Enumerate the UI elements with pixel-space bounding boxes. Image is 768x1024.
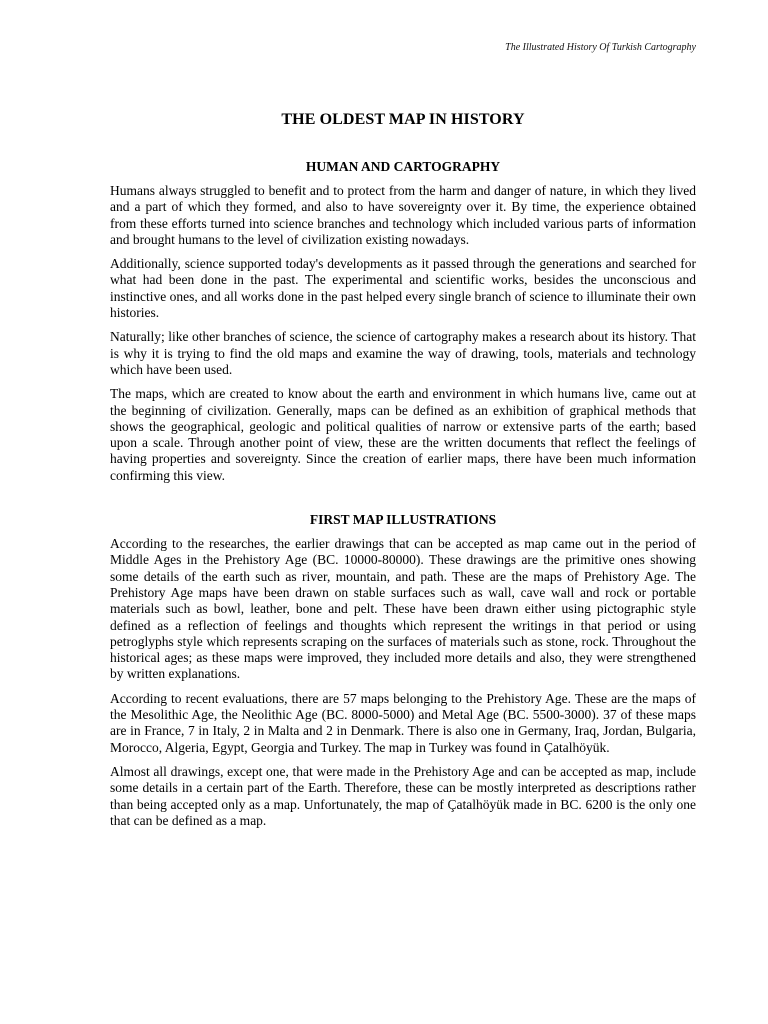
running-header: The Illustrated History Of Turkish Cartography — [505, 42, 696, 53]
page-title: THE OLDEST MAP IN HISTORY — [281, 111, 525, 128]
paragraph: Additionally, science supported today's developments as it passed through the generations and searched for what had been done in the past. The experimental and scientific works, besides the unconscious and instinctive ones, and all works done in the past helped every single branch of science to illuminate their own histories. — [110, 256, 696, 321]
paragraph: According to the researches, the earlier drawings that can be accepted as map came out in the period of Middle Ages in the Prehistory Age (BC. 10000-80000). These drawings are the primitive ones showing some details of the earth such as river, mountain, and path. These are the maps of Prehistory Age. The Prehistory Age maps have been drawn on stable surfaces such as wall, cave wall and rock or portable materials such as bowl, leather, bone and pelt. These have been drawn either using pictographic style defined as a reflection of feelings and thoughts which represent the writings in that period or using petroglyphs style which represents scraping on the surfaces of materials such as stone, rock. Throughout the historical ages; as these maps were improved, they included more details and also, they were strengthened by written explanations. — [110, 536, 696, 682]
section-heading: HUMAN AND CARTOGRAPHY — [305, 159, 501, 174]
section-human-and-cartography — [110, 159, 696, 484]
paragraph: According to recent evaluations, there are 57 maps belonging to the Prehistory Age. These are the maps of the Mesolithic Age, the Neolithic Age (BC. 8000-5000) and Metal Age (BC. 5500-3000). 37 of these maps are in France, 7 in Italy, 2 in Malta and 2 in Denmark. There is also one in Germany, Iraq, Jordan, Bulgaria, Morocco, Algeria, Egypt, Georgia and Turkey. The map in Turkey was found in Çatalhöyük. — [110, 690, 696, 755]
document-body — [110, 111, 696, 837]
paragraph: Almost all drawings, except one, that were made in the Prehistory Age and can be accepted as map, include some details in a certain part of the Earth. Therefore, these can be mostly interpreted as descriptions rather than being accepted only as a map. Unfortunately, the map of Çatalhöyük made in BC. 6200 is the only one that can be defined as a map. — [110, 763, 696, 828]
section-heading: FIRST MAP ILLUSTRATIONS — [309, 512, 497, 528]
paragraph: Humans always struggled to benefit and to protect from the harm and danger of nature, in which they lived and a part of which they formed, and also to have sovereignty over it. By time, the experience obtained from these efforts turned into science branches and technology which included various parts of information and brought humans to the level of civilization existing nowadays. — [110, 183, 696, 247]
paragraph: Naturally; like other branches of science, the science of cartography makes a research about its history. That is why it is trying to find the old maps and examine the way of drawing, tools, materials and technology which have been used. — [110, 329, 696, 377]
section-first-map-illustrations — [110, 512, 696, 829]
paragraph: The maps, which are created to know about the earth and environment in which humans live, came out at the beginning of civilization. Generally, maps can be defined as an exhibition of graphical methods that shows the geographical, geologic and political qualities of narrow or extensive parts of the earth; based upon a scale. Through another point of view, these are the written documents that reflect the feelings of having properties and sovereignty. Since the creation of earlier maps, there have been much information confirming this view. — [110, 386, 696, 483]
